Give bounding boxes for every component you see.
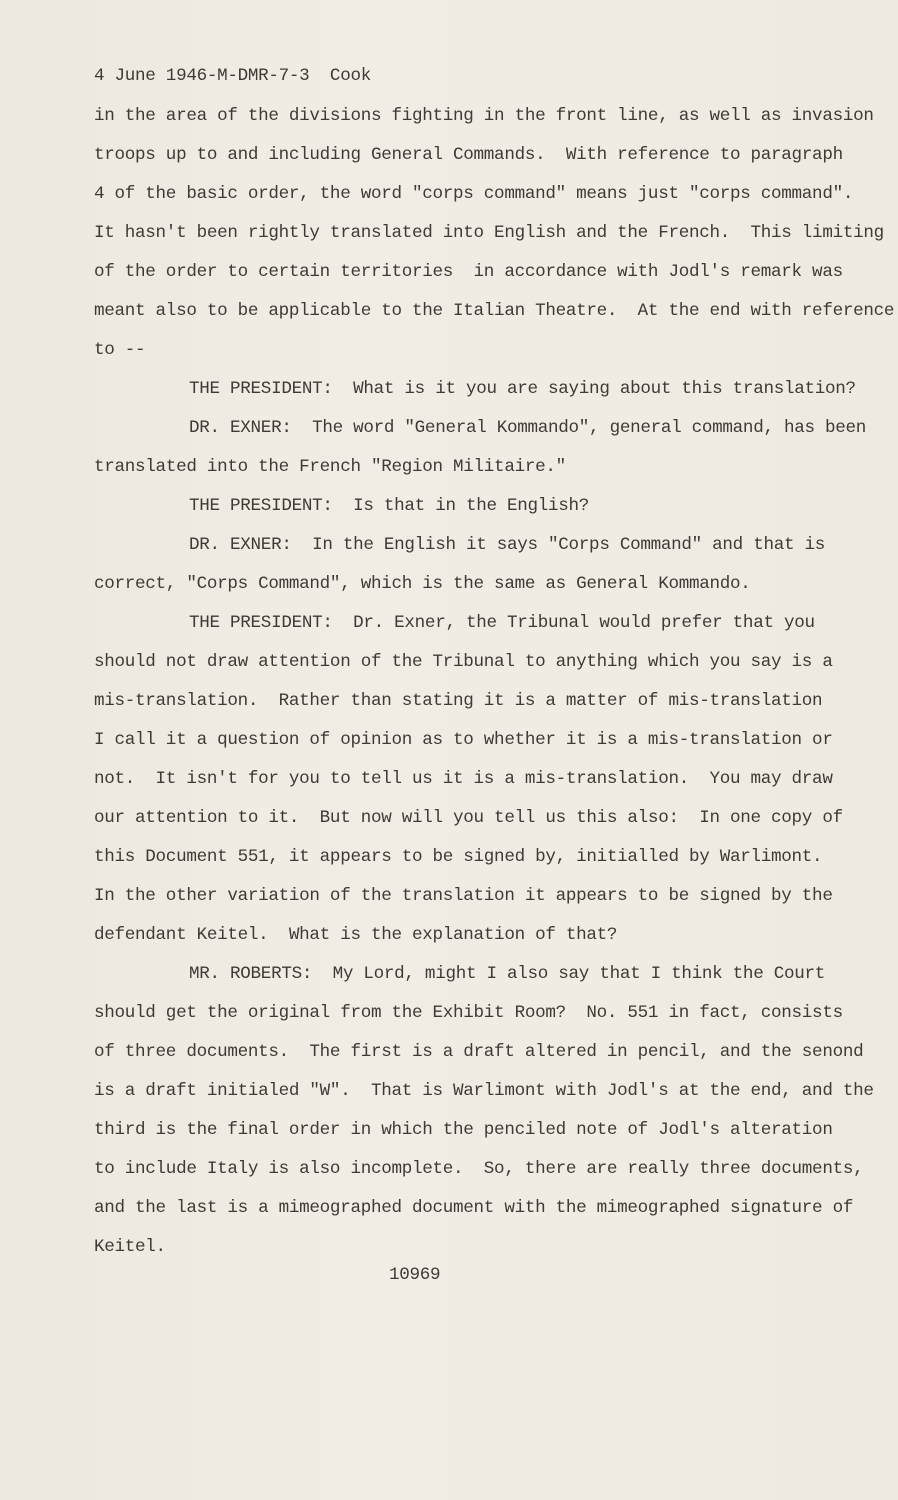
text-line: of three documents. The first is a draft altered in pencil, and the senond bbox=[94, 1042, 864, 1062]
page-header: 4 June 1946-M-DMR-7-3 Cook bbox=[94, 66, 371, 86]
text-line: in the area of the divisions fighting in the front line, as well as invasion bbox=[94, 106, 874, 126]
page-number: 10969 bbox=[389, 1265, 441, 1285]
text-line: It hasn't been rightly translated into English and the French. This limiting bbox=[94, 223, 884, 243]
text-line: 4 of the basic order, the word "corps command" means just "corps command". bbox=[94, 184, 854, 204]
speaker-line: MR. ROBERTS: My Lord, might I also say that I think the Court bbox=[189, 964, 825, 984]
text-line: I call it a question of opinion as to whether it is a mis-translation or bbox=[94, 730, 833, 750]
text-line: correct, "Corps Command", which is the same as General Kommando. bbox=[94, 574, 751, 594]
text-line: defendant Keitel. What is the explanation of that? bbox=[94, 925, 618, 945]
text-line: should get the original from the Exhibit Room? No. 551 in fact, consists bbox=[94, 1003, 843, 1023]
text-line: troops up to and including General Commands. With reference to paragraph bbox=[94, 145, 843, 165]
text-line: and the last is a mimeographed document with the mimeographed signature of bbox=[94, 1198, 854, 1218]
speaker-line: DR. EXNER: The word "General Kommando", general command, has been bbox=[189, 418, 867, 438]
speaker-line: THE PRESIDENT: What is it you are saying about this translation? bbox=[189, 379, 856, 399]
speaker-line: THE PRESIDENT: Is that in the English? bbox=[189, 496, 590, 516]
text-line: meant also to be applicable to the Italian Theatre. At the end with reference bbox=[94, 301, 895, 321]
speaker-line: THE PRESIDENT: Dr. Exner, the Tribunal would prefer that you bbox=[189, 613, 815, 633]
speaker-line: DR. EXNER: In the English it says "Corps Command" and that is bbox=[189, 535, 825, 555]
text-line: translated into the French "Region Militaire." bbox=[94, 457, 566, 477]
text-line: to -- bbox=[94, 340, 146, 360]
text-line: to include Italy is also incomplete. So, there are really three documents, bbox=[94, 1159, 864, 1179]
text-line: of the order to certain territories in accordance with Jodl's remark was bbox=[94, 262, 843, 282]
text-line: our attention to it. But now will you tell us this also: In one copy of bbox=[94, 808, 843, 828]
text-line: should not draw attention of the Tribunal to anything which you say is a bbox=[94, 652, 833, 672]
text-line: not. It isn't for you to tell us it is a mis-translation. You may draw bbox=[94, 769, 833, 789]
text-line: In the other variation of the translation it appears to be signed by the bbox=[94, 886, 833, 906]
text-line: is a draft initialed "W". That is Warlimont with Jodl's at the end, and the bbox=[94, 1081, 874, 1101]
text-line: mis-translation. Rather than stating it is a matter of mis-translation bbox=[94, 691, 823, 711]
text-line: this Document 551, it appears to be signed by, initialled by Warlimont. bbox=[94, 847, 823, 867]
text-line: third is the final order in which the penciled note of Jodl's alteration bbox=[94, 1120, 833, 1140]
text-line: Keitel. bbox=[94, 1237, 166, 1257]
